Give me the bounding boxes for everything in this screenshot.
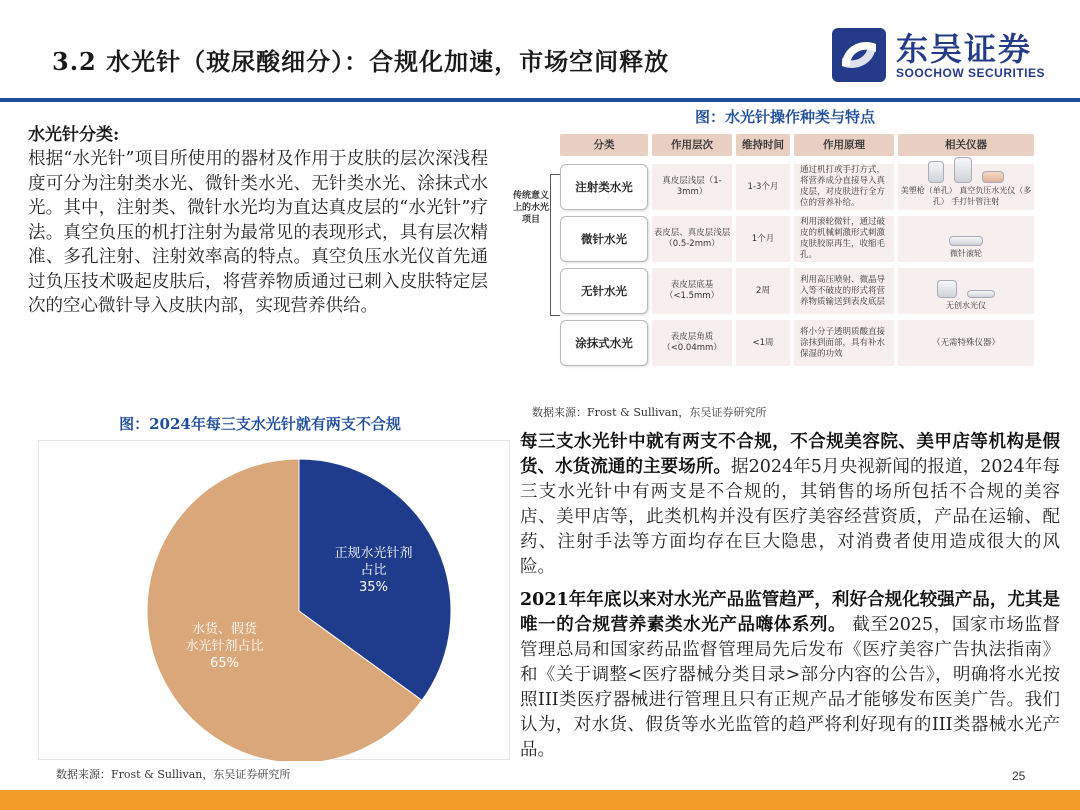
- row-principle: 将小分子透明质酸直接涂抹到面部，具有补水保湿的功效: [794, 320, 894, 366]
- paragraph-2-emphasis: 2021年年底以来对水光产品监管趋严，利好合规化较强产品，尤其是唯一的合规营养素类水光产品嗨体系列。: [520, 590, 1060, 635]
- intro-section: [28, 120, 488, 319]
- table-header-devices: 相关仪器: [898, 134, 1034, 156]
- row-devices: [898, 164, 1034, 210]
- row-name: 无针水光: [560, 268, 648, 314]
- shuiguang-types-table: [510, 128, 1055, 393]
- row-principle: 利用高压喷射、微晶导入等不破皮的形式将营养物质输送到表皮底层: [794, 268, 894, 314]
- row-layer: 真皮层浅层（1-3mm）: [652, 164, 732, 210]
- row-duration: 1个月: [736, 216, 790, 262]
- header: [0, 0, 1080, 100]
- row-layer: 表皮层、真皮层浅层（0.5-2mm）: [652, 216, 732, 262]
- table-row: [552, 268, 1052, 314]
- pie-chart-svg: [39, 441, 511, 761]
- pie-slice-label: 水货、假货水光针剂占比 65%: [185, 621, 264, 671]
- row-duration: <1周: [736, 320, 790, 366]
- figure-source-types: 数据来源：Frost & Sullivan，东吴证券研究所: [532, 406, 767, 419]
- table-header-principle: 作用原理: [794, 134, 894, 156]
- logo-text-en: SOOCHOW SECURITIES: [896, 66, 1046, 80]
- pie-slice-label: 正规水光针剂占比 35%: [334, 546, 413, 596]
- soochow-logo-icon: [832, 28, 886, 82]
- bracket-label: 传统意义上的水光项目: [512, 191, 549, 225]
- device-box-icon: [937, 280, 957, 298]
- row-devices-text: （无需特殊仪器）: [898, 320, 1034, 366]
- table-row: [552, 216, 1052, 262]
- figure-caption-types: 图：水光针操作种类与特点: [694, 108, 875, 126]
- pie-chart-source: 数据来源：Frost & Sullivan，东吴证券研究所: [56, 768, 291, 781]
- table-header-duration: 维持时间: [736, 134, 790, 156]
- row-name: 涂抹式水光: [560, 320, 648, 366]
- device-roller-icon: [949, 236, 983, 246]
- device-wand-icon: [967, 290, 995, 298]
- device-gun-icon: [928, 161, 944, 183]
- row-name: 微针水光: [560, 216, 648, 262]
- device-illustrations: [937, 280, 995, 298]
- device-illustrations: [949, 236, 983, 246]
- row-layer: 表皮层底基（<1.5mm）: [652, 268, 732, 314]
- row-duration: 1-3个月: [736, 164, 790, 210]
- intro-heading: 水光针分类:: [28, 125, 120, 145]
- header-divider: [0, 98, 1080, 102]
- analysis-text: [520, 430, 1060, 771]
- row-devices: [898, 216, 1034, 262]
- row-layer: 表皮层角质（<0.04mm）: [652, 320, 732, 366]
- table-row: [552, 320, 1052, 366]
- company-logo: [832, 22, 1067, 84]
- pie-chart-caption: 图：2024年每三支水光针就有两支不合规: [119, 415, 401, 433]
- table-row: [552, 164, 1052, 210]
- row-devices: [898, 268, 1034, 314]
- row-devices-text: 美塑枪（单孔） 真空负压水光仪（多孔） 手打针管注射: [900, 186, 1032, 206]
- row-principle: 利用滚轮微针，通过破皮的机械刺激形式刺激皮肤胶原再生，收缩毛孔。: [794, 216, 894, 262]
- page-title: 3.2 水光针（玻尿酸细分）：合规化加速，市场空间释放: [52, 47, 670, 76]
- table-header-category: 分类: [560, 134, 648, 156]
- paragraph-1-body: 据2024年5月央视新闻的报道，2024年每三支水光针中有两支是不合规的，其销售的场所包括不合规的美容店、美甲店等，此类机构并没有医疗美容经营资质，产品在运输、配药、注射手法等方面均存在巨大隐患，对消费者使用造成很大的风险。: [520, 457, 1060, 577]
- analysis-paragraph-2: [520, 588, 1060, 763]
- device-machine-icon: [954, 157, 972, 183]
- row-devices-text: 无创水光仪: [946, 301, 986, 310]
- row-devices-text: 微针滚轮: [950, 249, 982, 258]
- device-syringe-icon: [982, 171, 1004, 183]
- page-number: 25: [1012, 769, 1026, 783]
- row-principle: 通过机打或手打方式，将营养成分直接导入真皮层，对皮肤进行全方位的营养补给。: [794, 164, 894, 210]
- paragraph-2-body: 截至2025，国家市场监督管理总局和国家药品监督管理局先后发布《医疗美容广告执法指南》和《关于调整<医疗器械分类目录>部分内容的公告》，明确将水光按照III类医疗器械进行管理且只有正规产品才能够发布医美广告。我们认为，对水货、假货等水光监管的趋严将利好现有的III类器械水光产品。: [520, 615, 1060, 760]
- logo-text-cn: 东吴证券: [896, 30, 1033, 68]
- paragraph-1-emphasis: 每三支水光针中就有两支不合规，不合规美容院、美甲店等机构是假货、水货流通的主要场所。: [520, 432, 1060, 477]
- row-duration: 2周: [736, 268, 790, 314]
- analysis-paragraph-1: [520, 430, 1060, 580]
- row-name: 注射类水光: [560, 164, 648, 210]
- pie-chart: [38, 440, 510, 760]
- intro-body: 根据“水光针”项目所使用的器材及作用于皮肤的层次深浅程度可分为注射类水光、微针类水光、无针类水光、涂抹式水光。其中，注射类、微针水光均为直达真皮层的“水光针”疗法。真空负压的机打注射为最常见的表现形式，具有层次精准、多孔注射、注射效率高的特点。真空负压水光仪首先通过负压技术吸起皮肤后，将营养物质通过已刺入皮肤特定层次的空心微针导入皮肤内部，实现营养供给。: [28, 149, 488, 316]
- device-illustrations: [928, 157, 1004, 183]
- table-header-layer: 作用层次: [652, 134, 732, 156]
- footer-bar: [0, 790, 1080, 810]
